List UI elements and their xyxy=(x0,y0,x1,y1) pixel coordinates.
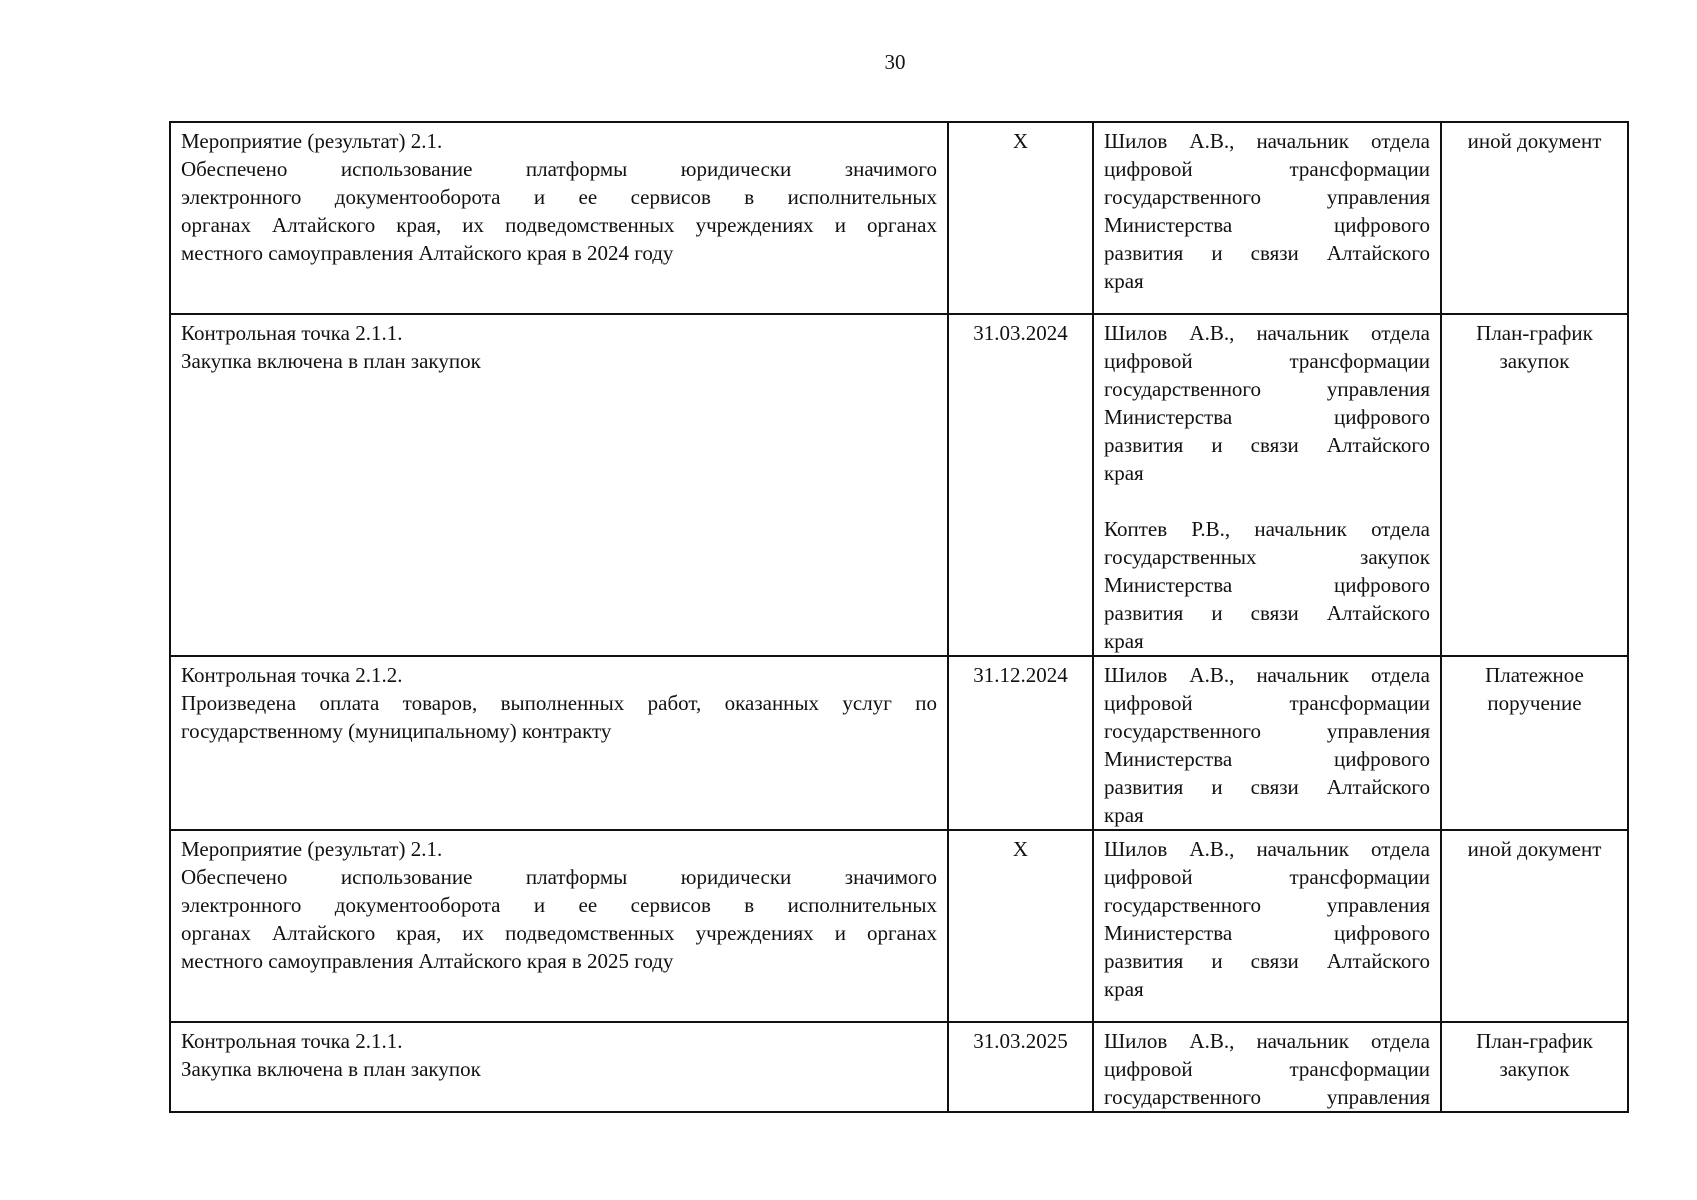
table-row xyxy=(170,830,1628,1022)
document-type-cell: Платежное поручение xyxy=(1441,656,1628,830)
event-cell xyxy=(170,314,948,656)
event-text-line: электронного документооборота и ее сервисов в исполнительных xyxy=(181,893,937,917)
responsible-line: государственного управления xyxy=(1104,185,1430,209)
responsible-line: Шилов А.В., начальник отдела xyxy=(1104,321,1430,345)
responsible-line: развития и связи Алтайского xyxy=(1104,775,1430,799)
document-type-cell: иной документ xyxy=(1441,122,1628,314)
responsible-line: Министерства цифрового xyxy=(1104,405,1430,429)
document-type-cell: План-график закупок xyxy=(1441,314,1628,656)
term-cell: 31.12.2024 xyxy=(948,656,1093,830)
responsible-line: Шилов А.В., начальник отдела xyxy=(1104,1029,1430,1053)
term-cell: 31.03.2025 xyxy=(948,1022,1093,1112)
event-text-line: Обеспечено использование платформы юридически значимого xyxy=(181,157,937,181)
event-text-line: государственному (муниципальному) контракту xyxy=(181,719,612,743)
event-text-line: Обеспечено использование платформы юридически значимого xyxy=(181,865,937,889)
event-text-line: местного самоуправления Алтайского края в 2024 году xyxy=(181,241,674,265)
responsible-line: государственных закупок xyxy=(1104,545,1430,569)
term-cell: Х xyxy=(948,122,1093,314)
responsible-line: развития и связи Алтайского xyxy=(1104,949,1430,973)
responsible-line: Шилов А.В., начальник отдела xyxy=(1104,837,1430,861)
event-text-line: местного самоуправления Алтайского края в 2025 году xyxy=(181,949,674,973)
document-type-cell: иной документ xyxy=(1441,830,1628,1022)
responsible-line: Шилов А.В., начальник отдела xyxy=(1104,129,1430,153)
page-number: 30 xyxy=(884,50,906,74)
responsible-cell xyxy=(1093,1022,1441,1112)
event-text-line: электронного документооборота и ее сервисов в исполнительных xyxy=(181,185,937,209)
event-text-line: Закупка включена в план закупок xyxy=(181,349,481,373)
event-text-line: органах Алтайского края, их подведомственных учреждениях и органах xyxy=(181,921,937,945)
event-cell xyxy=(170,656,948,830)
event-text-line: Закупка включена в план закупок xyxy=(181,1057,481,1081)
responsible-line: цифровой трансформации xyxy=(1104,1057,1430,1081)
event-title: Контрольная точка 2.1.1. xyxy=(181,1029,403,1053)
responsible-cell xyxy=(1093,656,1441,830)
term-cell: Х xyxy=(948,830,1093,1022)
responsible-line: развития и связи Алтайского xyxy=(1104,241,1430,265)
responsible-line: развития и связи Алтайского xyxy=(1104,433,1430,457)
event-cell xyxy=(170,830,948,1022)
responsible-line: цифровой трансформации xyxy=(1104,349,1430,373)
event-title: Мероприятие (результат) 2.1. xyxy=(181,837,443,861)
responsible-line: государственного управления xyxy=(1104,719,1430,743)
responsible-line: развития и связи Алтайского xyxy=(1104,601,1430,625)
event-title: Контрольная точка 2.1.2. xyxy=(181,663,403,687)
plan-table xyxy=(169,121,1629,1113)
table-row xyxy=(170,656,1628,830)
event-title: Контрольная точка 2.1.1. xyxy=(181,321,403,345)
responsible-line: государственного управления xyxy=(1104,377,1430,401)
responsible-line: цифровой трансформации xyxy=(1104,157,1430,181)
responsible-line: цифровой трансформации xyxy=(1104,865,1430,889)
document-type-cell: План-график закупок xyxy=(1441,1022,1628,1112)
event-cell xyxy=(170,122,948,314)
responsible-line: Министерства цифрового xyxy=(1104,573,1430,597)
responsible-line: края xyxy=(1104,629,1144,653)
term-cell: 31.03.2024 xyxy=(948,314,1093,656)
responsible-line: Министерства цифрового xyxy=(1104,213,1430,237)
table-row xyxy=(170,122,1628,314)
responsible-line: края xyxy=(1104,461,1144,485)
table-row xyxy=(170,1022,1628,1112)
table-row xyxy=(170,314,1628,656)
responsible-cell xyxy=(1093,314,1441,656)
responsible-line: Министерства цифрового xyxy=(1104,921,1430,945)
responsible-line: цифровой трансформации xyxy=(1104,691,1430,715)
responsible-line: Коптев Р.В., начальник отдела xyxy=(1104,517,1430,541)
event-title: Мероприятие (результат) 2.1. xyxy=(181,129,443,153)
responsible-line: государственного управления xyxy=(1104,1085,1430,1109)
responsible-line: государственного управления xyxy=(1104,893,1430,917)
responsible-line: края xyxy=(1104,269,1144,293)
event-text-line: Произведена оплата товаров, выполненных работ, оказанных услуг по xyxy=(181,691,937,715)
responsible-line: Шилов А.В., начальник отдела xyxy=(1104,663,1430,687)
event-cell xyxy=(170,1022,948,1112)
responsible-line: края xyxy=(1104,803,1144,827)
responsible-line: Министерства цифрового xyxy=(1104,747,1430,771)
event-text-line: органах Алтайского края, их подведомственных учреждениях и органах xyxy=(181,213,937,237)
responsible-cell xyxy=(1093,830,1441,1022)
responsible-line: края xyxy=(1104,977,1144,1001)
responsible-cell xyxy=(1093,122,1441,314)
